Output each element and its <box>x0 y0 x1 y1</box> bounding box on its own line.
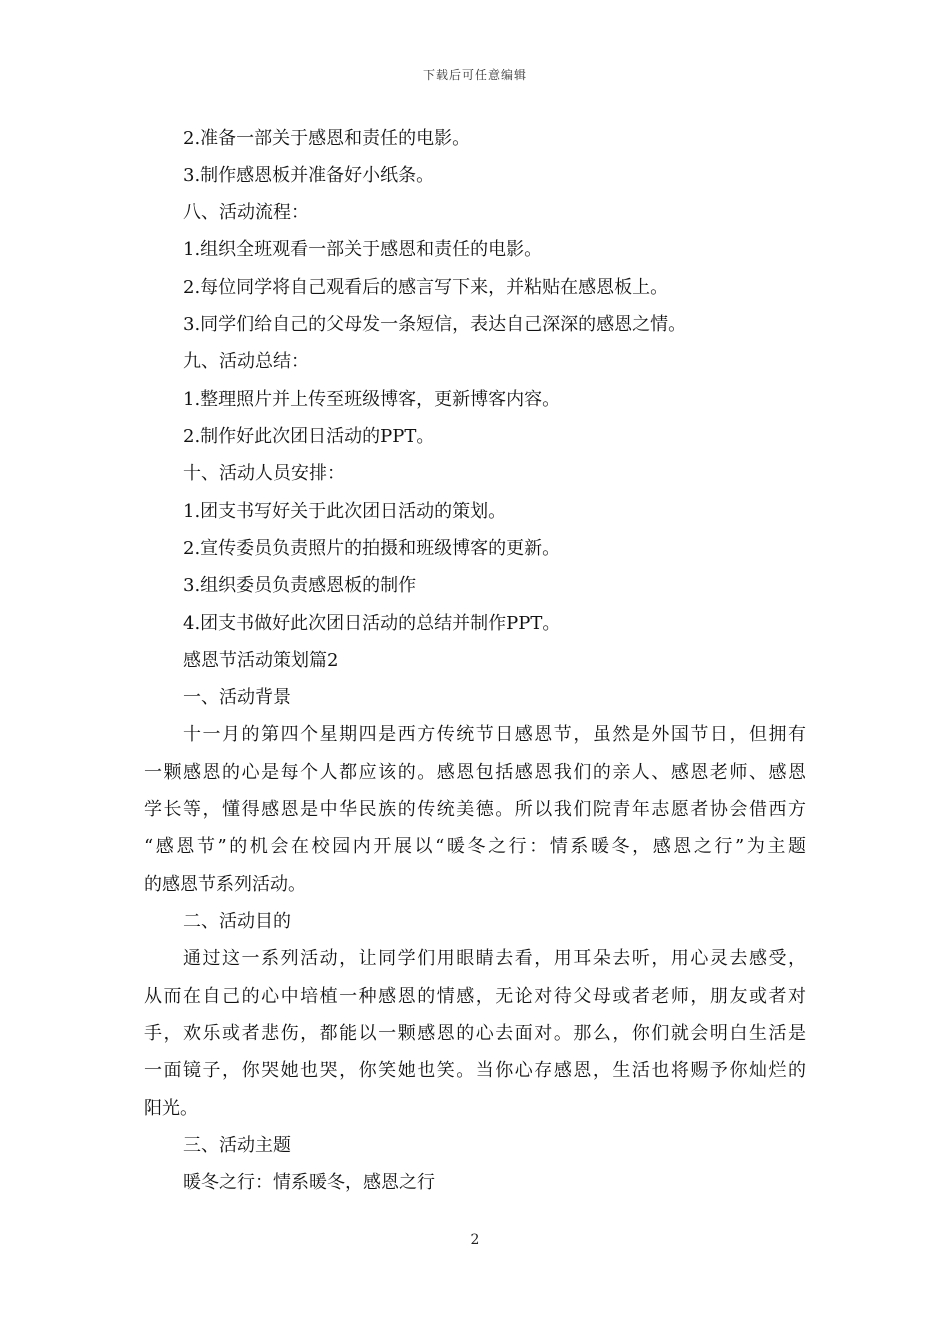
text-line: 暖冬之行：情系暖冬，感恩之行 <box>183 1172 435 1193</box>
section-heading: 三、活动主题 <box>183 1135 291 1156</box>
paragraph-line: 一颗感恩的心是每个人都应该的。感恩包括感恩我们的亲人、感恩老师、感恩 <box>144 762 806 783</box>
text-line: 2.准备一部关于感恩和责任的电影。 <box>183 128 471 149</box>
paragraph-line: 通过这一系列活动，让同学们用眼睛去看，用耳朵去听，用心灵去感受， <box>183 948 806 969</box>
text-line: 1.组织全班观看一部关于感恩和责任的电影。 <box>183 239 543 260</box>
text-line: 3.组织委员负责感恩板的制作 <box>183 575 417 596</box>
paragraph-line: 学长等，懂得感恩是中华民族的传统美德。所以我们院青年志愿者协会借西方 <box>144 799 806 820</box>
paragraph-line: 十一月的第四个星期四是西方传统节日感恩节，虽然是外国节日，但拥有 <box>183 724 806 745</box>
paragraph-line: 的感恩节系列活动。 <box>144 874 306 895</box>
paragraph-line: 阳光。 <box>144 1098 198 1119</box>
text-line: 1.整理照片并上传至班级博客，更新博客内容。 <box>183 389 561 410</box>
paragraph-line: 手，欢乐或者悲伤，都能以一颗感恩的心去面对。那么，你们就会明白生活是 <box>144 1023 806 1044</box>
section-heading: 八、活动流程： <box>183 202 309 223</box>
paragraph-line: “感恩节”的机会在校园内开展以“暖冬之行：情系暖冬，感恩之行”为主题 <box>144 836 806 857</box>
text-line: 2.制作好此次团日活动的PPT。 <box>183 426 435 447</box>
section-heading: 十、活动人员安排： <box>183 463 345 484</box>
section-heading: 一、活动背景 <box>183 687 291 708</box>
page-header: 下载后可任意编辑 <box>422 68 527 82</box>
text-line: 1.团支书写好关于此次团日活动的策划。 <box>183 501 507 522</box>
paragraph-line: 从而在自己的心中培植一种感恩的情感，无论对待父母或者老师，朋友或者对 <box>144 986 806 1007</box>
text-line: 2.宣传委员负责照片的拍摄和班级博客的更新。 <box>183 538 561 559</box>
page-number: 2 <box>470 1232 480 1248</box>
text-line: 4.团支书做好此次团日活动的总结并制作PPT。 <box>183 613 561 634</box>
paragraph-line: 一面镜子，你哭她也哭，你笑她也笑。当你心存感恩，生活也将赐予你灿烂的 <box>144 1060 806 1081</box>
text-line: 3.同学们给自己的父母发一条短信，表达自己深深的感恩之情。 <box>183 314 687 335</box>
text-line: 3.制作感恩板并准备好小纸条。 <box>183 165 435 186</box>
section-heading: 二、活动目的 <box>183 911 291 932</box>
text-line: 2.每位同学将自己观看后的感言写下来，并粘贴在感恩板上。 <box>183 277 669 298</box>
section-heading: 九、活动总结： <box>183 351 309 372</box>
document-subtitle: 感恩节活动策划篇2 <box>183 650 339 671</box>
